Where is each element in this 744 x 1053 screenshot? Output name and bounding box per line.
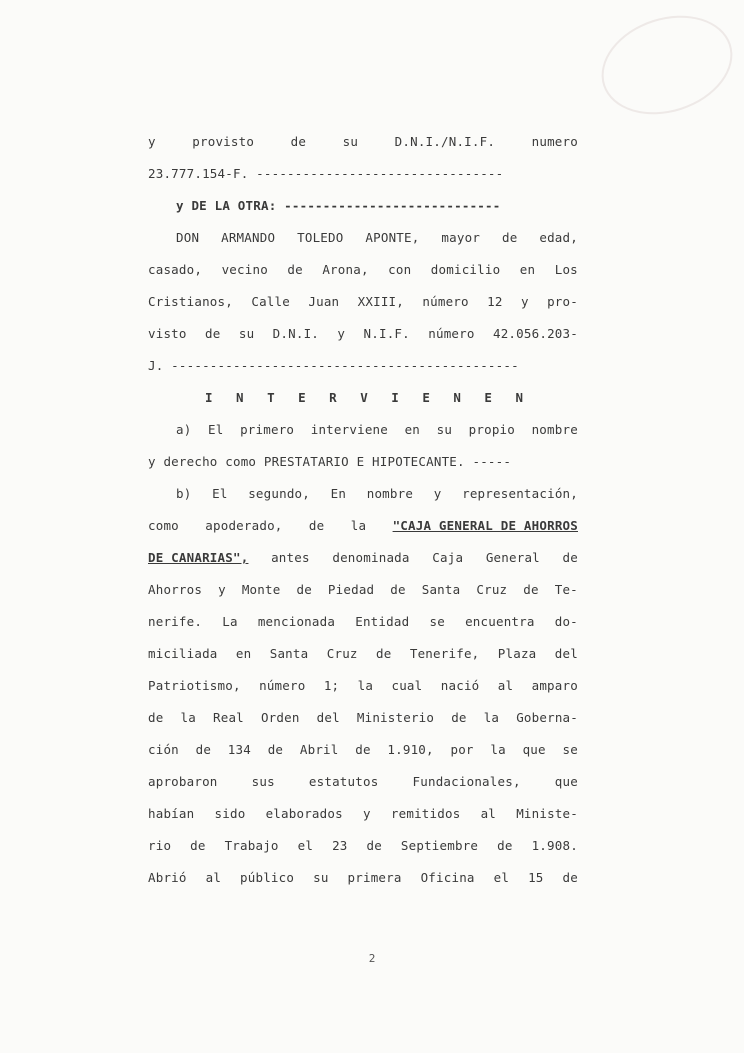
text-line: miciliada en Santa Cruz de Tenerife, Plaza del: [148, 646, 578, 661]
body-text: [148, 126, 578, 894]
entity-name-part1: "CAJA GENERAL DE AHORROS: [392, 518, 578, 533]
text-line: Cristianos, Calle Juan XXIII, número 12 y pro-: [148, 294, 578, 309]
word: de: [290, 134, 307, 149]
text-line: habían sido elaborados y remitidos al Ministe-: [148, 806, 578, 821]
text-line: b) El segundo, En nombre y representación,: [176, 486, 578, 501]
entity-name-part2: DE CANARIAS",: [148, 550, 249, 565]
text-line: casado, vecino de Arona, con domicilio en Los: [148, 262, 578, 277]
page-number: 2: [368, 952, 376, 965]
text-line: Patriotismo, número 1; la cual nació al amparo: [148, 678, 578, 693]
text-line: a) El primero interviene en su propio nombre: [176, 422, 578, 437]
heading-intervienen: I N T E R V I E N E N: [204, 390, 532, 405]
word: provisto: [192, 134, 255, 149]
text-line: rio de Trabajo el 23 de Septiembre de 1.908.: [148, 838, 578, 853]
text-line: como apoderado, de la "CAJA GENERAL DE AHORROS: [148, 510, 578, 542]
text-line: 23.777.154-F. --------------------------------: [148, 166, 504, 181]
text-line: [148, 126, 578, 158]
text-line: DE CANARIAS", antes denominada Caja General de: [148, 542, 578, 574]
word: numero: [531, 134, 578, 149]
faded-stamp: [589, 0, 744, 130]
word: y: [148, 134, 156, 149]
word: su: [342, 134, 359, 149]
text-line: DON ARMANDO TOLEDO APONTE, mayor de edad,: [176, 230, 578, 245]
text-line: aprobaron sus estatutos Fundacionales, que: [148, 774, 578, 789]
text-line: ción de 134 de Abril de 1.910, por la que se: [148, 742, 578, 757]
text-line: nerife. La mencionada Entidad se encuentra do-: [148, 614, 578, 629]
text-line: y derecho como PRESTATARIO E HIPOTECANTE. -----: [148, 454, 512, 469]
text-line: J. ---------------------------------------------: [148, 358, 519, 373]
text-line: Abrió al público su primera Oficina el 15 de: [148, 870, 578, 885]
section-label-otra: y DE LA OTRA: ----------------------------: [176, 198, 501, 213]
word: D.N.I./N.I.F.: [394, 134, 496, 149]
text-line: Ahorros y Monte de Piedad de Santa Cruz de Te-: [148, 582, 578, 597]
text-line: visto de su D.N.I. y N.I.F. número 42.056.203-: [148, 326, 578, 341]
text-line: de la Real Orden del Ministerio de la Goberna-: [148, 710, 578, 725]
